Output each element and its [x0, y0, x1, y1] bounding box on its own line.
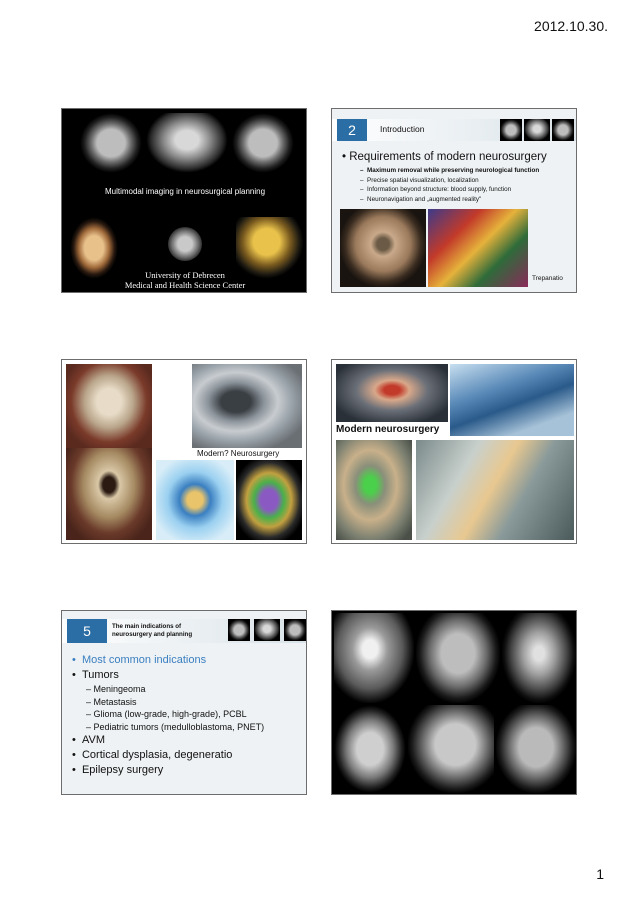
mri-sagittal-image	[416, 613, 500, 703]
sub-bullets	[360, 166, 574, 204]
slide-number: 2	[337, 119, 367, 141]
mri-thumb-2	[254, 619, 280, 641]
mri-sagittal-lesion-image	[408, 705, 494, 793]
sub-bullet: – Precise spatial visualization, localization	[360, 176, 479, 184]
page-number: 1	[596, 866, 604, 882]
navigated-surgery-image	[416, 440, 574, 540]
mri-thumb-3	[284, 619, 306, 641]
slide-1	[61, 108, 307, 293]
bullet-dysplasia: • Cortical dysplasia, degeneratio	[72, 749, 233, 761]
sub-bullet-text: Pediatric tumors (medulloblastoma, PNET)	[93, 721, 265, 732]
stereotactic-frame-image	[156, 460, 234, 540]
center-name: Medical and Health Science Center	[124, 280, 246, 290]
slide-1-caption: Multimodal imaging in neurosurgical planning	[104, 187, 266, 196]
slide-5	[61, 610, 307, 795]
operating-room-image	[450, 364, 574, 436]
sub-bullet: – Metastasis	[86, 696, 137, 707]
fluorescence-surgery-image	[336, 440, 412, 540]
mri-thumb-3	[552, 119, 574, 141]
mri-scanner-image	[192, 364, 302, 448]
slide-title-line: The main indications of	[112, 623, 182, 630]
slide-title-line: neurosurgery and planning	[112, 630, 193, 638]
3d-brain-overlay-image	[236, 460, 302, 540]
ancient-skull-image-1	[66, 364, 152, 448]
patient-head-image	[336, 364, 448, 422]
bullet-text: Most common indications	[81, 654, 207, 666]
sub-bullet: – Maximum removal while preserving neurological function	[360, 167, 540, 174]
sub-bullet-text: Maximum removal while preserving neurological function	[367, 167, 540, 174]
slide-3	[61, 359, 307, 544]
mri-coronal-image	[232, 113, 294, 173]
bullet-dot: •	[342, 151, 350, 163]
bullet-text: Cortical dysplasia, degeneratio	[81, 749, 233, 761]
sub-bullet: – Glioma (low-grade, high-grade), PCBL	[86, 709, 247, 719]
sub-bullet-text: Information beyond structure: blood supply, function	[367, 186, 512, 194]
mri-axial-image	[80, 113, 142, 173]
sub-bullet-text: Glioma (low-grade, high-grade), PCBL	[93, 709, 247, 719]
mri-axial-lesion-image	[334, 705, 406, 793]
university-seal-image	[168, 227, 202, 261]
slide-4	[331, 359, 577, 544]
trepanation-painting-image	[428, 209, 528, 287]
slide-2	[331, 108, 577, 293]
ancient-skull-image-2	[66, 448, 152, 540]
mri-thumb-2	[524, 119, 550, 141]
indication-list	[72, 653, 302, 778]
slide-caption: Modern? Neurosurgery	[197, 449, 280, 458]
mri-thumb-1	[228, 619, 250, 641]
sub-bullet-text: Meningeoma	[93, 684, 146, 694]
slide-title: Introduction	[380, 124, 425, 134]
image-caption: Trepanatio	[532, 275, 563, 282]
slide-title	[112, 623, 192, 638]
sub-bullet: – Pediatric tumors (medulloblastoma, PNET)	[86, 721, 265, 732]
ct-sagittal-image	[146, 113, 228, 173]
bullet-text: Requirements of modern neurosurgery	[349, 151, 547, 163]
sub-bullet-text: Metastasis	[93, 696, 137, 707]
sub-bullet: – Meningeoma	[86, 684, 146, 694]
bullet-epilepsy: • Epilepsy surgery	[72, 764, 164, 776]
bullet-text: AVM	[81, 734, 105, 746]
mri-thumb-1	[500, 119, 522, 141]
mri-contrast-image	[502, 613, 576, 703]
bullet-highlight: • Most common indications	[72, 654, 207, 666]
sub-bullet: – Information beyond structure: blood supply, function	[360, 186, 512, 194]
bullet-1	[342, 151, 547, 163]
trepanned-skull-image	[340, 209, 426, 287]
bullet-tumors: • Tumors	[72, 669, 119, 681]
sub-bullet-text: Neuronavigation and „augmented reality"	[367, 195, 482, 203]
bullet-text: Tumors	[81, 669, 119, 681]
tumor-subs	[72, 683, 302, 733]
slide-caption: Modern neurosurgery	[336, 424, 440, 435]
bullet-avm: • AVM	[72, 734, 105, 746]
slide-number: 5	[67, 619, 107, 643]
university-name: University of Debrecen	[145, 270, 225, 280]
mri-tumor-axial-image	[334, 613, 414, 703]
slide-6	[331, 610, 577, 795]
sub-bullet: – Neuronavigation and „augmented reality"	[360, 195, 482, 203]
document-date: 2012.10.30.	[534, 18, 608, 34]
sub-bullet-text: Precise spatial visualization, localization	[367, 176, 479, 184]
bullet-text: Epilepsy surgery	[81, 764, 164, 776]
mri-axial-dysplasia-image	[496, 705, 576, 793]
